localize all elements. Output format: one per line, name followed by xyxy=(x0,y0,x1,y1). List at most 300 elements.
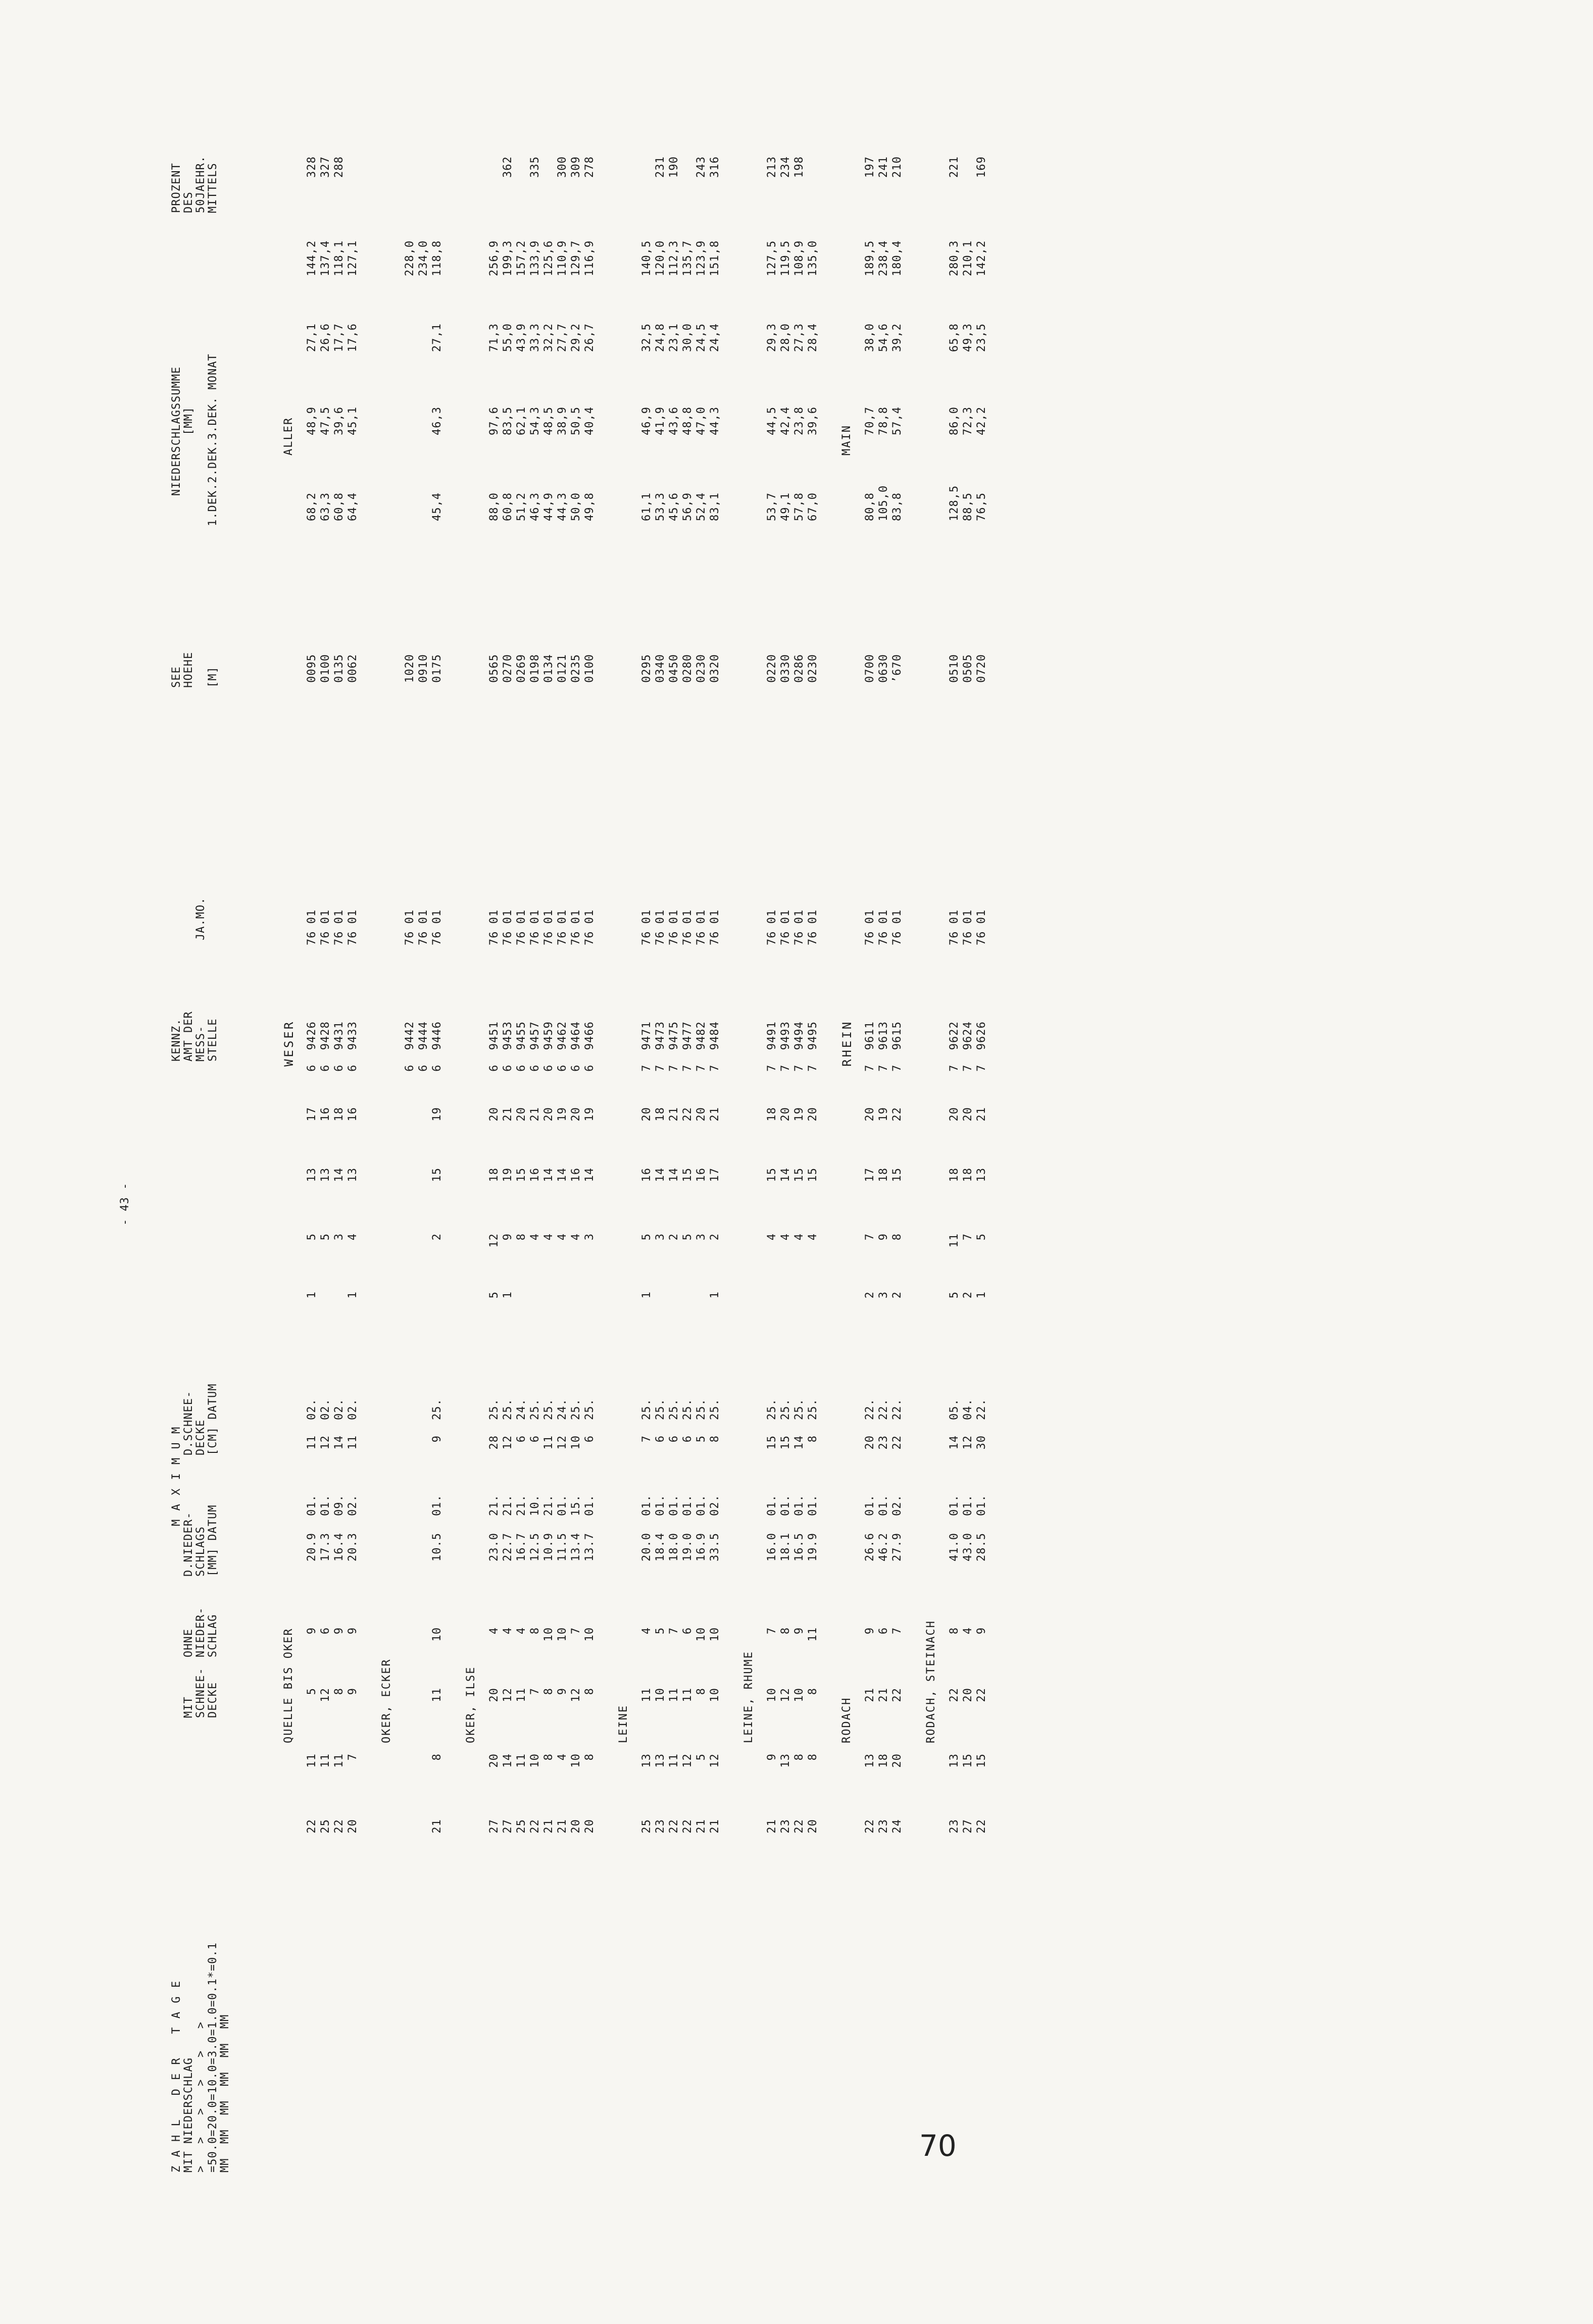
cell-d2: 78,8 xyxy=(877,407,890,435)
cell-hoehe: 0121 xyxy=(556,654,569,683)
cell-proz: 300 xyxy=(556,156,569,178)
cell-jamo: 76 01 xyxy=(570,909,582,945)
cell-schnee: 22 xyxy=(975,1688,988,1702)
cell-maxsd: 25. xyxy=(709,1398,721,1420)
header-decke: DECKE xyxy=(207,1682,219,1718)
cell-maxs: 6 xyxy=(668,1435,680,1443)
cell-d3: 27,1 xyxy=(431,323,443,352)
cell-n10: 4 xyxy=(570,1233,582,1241)
cell-maxs: 15 xyxy=(779,1435,792,1450)
subriver-label: LEINE, RHUME xyxy=(742,1651,755,1743)
cell-d3: 26,6 xyxy=(319,323,332,352)
cell-maxsd: 24. xyxy=(556,1398,569,1420)
cell-id: 6 9462 xyxy=(556,1021,569,1072)
cell-proz: 278 xyxy=(583,156,596,178)
cell-schnee: 20 xyxy=(962,1688,974,1702)
cell-schnee: 5 xyxy=(306,1688,318,1695)
cell-schnee: 10 xyxy=(793,1688,806,1702)
cell-maxn: 27.9 xyxy=(891,1533,904,1561)
cell-d2: 48,8 xyxy=(681,407,694,435)
header-prozent: PROZENT xyxy=(170,163,183,213)
cell-n1: 18 xyxy=(654,1107,667,1122)
cell-n0: 8 xyxy=(807,1753,819,1761)
cell-n10: 7 xyxy=(864,1233,876,1241)
cell-proz: 316 xyxy=(709,156,721,178)
cell-d1: 50,0 xyxy=(570,492,582,521)
cell-n3: 16 xyxy=(529,1168,541,1182)
cell-schnee: 8 xyxy=(807,1688,819,1695)
cell-n1: 17 xyxy=(306,1107,318,1122)
cell-hoehe: 0269 xyxy=(515,654,528,683)
header-max-cm-datum: [CM] DATUM xyxy=(207,1383,219,1455)
cell-maxs: 10 xyxy=(570,1435,582,1450)
cell-ohne: 9 xyxy=(346,1627,359,1635)
cell-n1: 22 xyxy=(681,1107,694,1122)
cell-id: 7 9493 xyxy=(779,1021,792,1072)
cell-maxs: 20 xyxy=(864,1435,876,1450)
cell-maxn: 20.3 xyxy=(346,1533,359,1561)
cell-ohne: 10 xyxy=(556,1627,569,1642)
subriver-label: OKER, ECKER xyxy=(380,1658,393,1743)
cell-maxn: 16.4 xyxy=(333,1533,345,1561)
cell-schnee: 12 xyxy=(502,1688,514,1702)
cell-monat: 199,3 xyxy=(502,240,514,276)
cell-maxn: 43.0 xyxy=(962,1533,974,1561)
cell-n0: 20 xyxy=(488,1753,501,1768)
cell-id: 6 9431 xyxy=(333,1021,345,1072)
cell-maxn: 17.3 xyxy=(319,1533,332,1561)
cell-d2: 39,6 xyxy=(807,407,819,435)
cell-d2: 97,6 xyxy=(488,407,501,435)
cell-d2: 46,9 xyxy=(640,407,653,435)
cell-hoehe: 0135 xyxy=(333,654,345,683)
cell-id: 7 9622 xyxy=(948,1021,961,1072)
cell-d1: 67,0 xyxy=(807,492,819,521)
cell-d3: 39,2 xyxy=(891,323,904,352)
cell-n1: 19 xyxy=(583,1107,596,1122)
header-mess: MESS- xyxy=(194,1025,207,1062)
cell-id: 6 9464 xyxy=(570,1021,582,1072)
cell-ohne: 9 xyxy=(306,1627,318,1635)
cell-d3: 54,6 xyxy=(877,323,890,352)
header-mit-niederschlag: MIT NIEDERSCHLAG xyxy=(182,2057,195,2173)
cell-id: 7 9495 xyxy=(807,1021,819,1072)
cell-n10: 4 xyxy=(793,1233,806,1241)
cell-n3: 14 xyxy=(779,1168,792,1182)
cell-maxsd: 04. xyxy=(962,1398,974,1420)
cell-n20: 1 xyxy=(709,1291,721,1299)
cell-d3: 17,6 xyxy=(346,323,359,352)
cell-n20: 2 xyxy=(864,1291,876,1299)
cell-maxnd: 01. xyxy=(962,1494,974,1516)
cell-hoehe: 0134 xyxy=(542,654,555,683)
cell-n10: 3 xyxy=(695,1233,708,1241)
cell-n01: 25 xyxy=(640,1819,653,1834)
cell-n3: 15 xyxy=(681,1168,694,1182)
cell-n10: 3 xyxy=(583,1233,596,1241)
cell-d3: 30,0 xyxy=(681,323,694,352)
cell-d1: 61,1 xyxy=(640,492,653,521)
cell-proz: 231 xyxy=(654,156,667,178)
cell-maxn: 16.0 xyxy=(766,1533,778,1561)
cell-n3: 15 xyxy=(807,1168,819,1182)
cell-ohne: 7 xyxy=(570,1627,582,1635)
cell-maxsd: 25. xyxy=(779,1398,792,1420)
cell-n01: 20 xyxy=(583,1819,596,1834)
cell-jamo: 76 01 xyxy=(975,909,988,945)
cell-jamo: 76 01 xyxy=(681,909,694,945)
cell-maxsd: 25. xyxy=(583,1398,596,1420)
cell-n01: 24 xyxy=(891,1819,904,1834)
cell-hoehe: 0062 xyxy=(346,654,359,683)
cell-monat: 142,2 xyxy=(975,240,988,276)
cell-jamo: 76 01 xyxy=(431,909,443,945)
cell-ohne: 4 xyxy=(488,1627,501,1635)
cell-proz: 327 xyxy=(319,156,332,178)
cell-monat: 108,9 xyxy=(793,240,806,276)
cell-maxn: 13.4 xyxy=(570,1533,582,1561)
cell-n1: 20 xyxy=(948,1107,961,1122)
cell-n1: 16 xyxy=(346,1107,359,1122)
cell-monat: 137,4 xyxy=(319,240,332,276)
cell-maxs: 9 xyxy=(431,1435,443,1443)
cell-schnee: 21 xyxy=(864,1688,876,1702)
cell-monat: 189,5 xyxy=(864,240,876,276)
cell-maxs: 8 xyxy=(807,1435,819,1443)
cell-n01: 22 xyxy=(668,1819,680,1834)
cell-n10: 4 xyxy=(556,1233,569,1241)
cell-schnee: 8 xyxy=(583,1688,596,1695)
cell-schnee: 22 xyxy=(948,1688,961,1702)
header-hoehe: HOEHE xyxy=(182,651,195,688)
cell-maxs: 8 xyxy=(709,1435,721,1443)
subriver-label: LEINE xyxy=(617,1704,630,1743)
cell-d1: 45,4 xyxy=(431,492,443,521)
cell-proz: 221 xyxy=(948,156,961,178)
cell-n0: 12 xyxy=(709,1753,721,1768)
cell-maxnd: 02. xyxy=(709,1494,721,1516)
cell-jamo: 76 01 xyxy=(891,909,904,945)
cell-proz: 213 xyxy=(766,156,778,178)
cell-d2: 62,1 xyxy=(515,407,528,435)
cell-d3: 27,1 xyxy=(306,323,318,352)
cell-n3: 18 xyxy=(488,1168,501,1182)
cell-n0: 12 xyxy=(681,1753,694,1768)
cell-n1: 20 xyxy=(515,1107,528,1122)
cell-jamo: 76 01 xyxy=(695,909,708,945)
cell-maxn: 10.5 xyxy=(431,1533,443,1561)
cell-d3: 24,8 xyxy=(654,323,667,352)
cell-hoehe: 0510 xyxy=(948,654,961,683)
cell-ohne: 5 xyxy=(654,1627,667,1635)
cell-id: 7 9473 xyxy=(654,1021,667,1072)
cell-maxnd: 01. xyxy=(877,1494,890,1516)
cell-n20: 5 xyxy=(948,1291,961,1299)
cell-ohne: 9 xyxy=(333,1627,345,1635)
cell-n1: 20 xyxy=(962,1107,974,1122)
cell-n0: 8 xyxy=(793,1753,806,1761)
cell-d2: 40,4 xyxy=(583,407,596,435)
cell-d1: 128,5 xyxy=(948,485,961,521)
cell-jamo: 76 01 xyxy=(488,909,501,945)
cell-hoehe: 0198 xyxy=(529,654,541,683)
cell-n1: 20 xyxy=(807,1107,819,1122)
cell-id: 7 9491 xyxy=(766,1021,778,1072)
cell-n3: 14 xyxy=(556,1168,569,1182)
cell-maxn: 18.0 xyxy=(668,1533,680,1561)
cell-maxs: 15 xyxy=(766,1435,778,1450)
cell-monat: 119,5 xyxy=(779,240,792,276)
cell-n10: 5 xyxy=(975,1233,988,1241)
cell-n0: 11 xyxy=(306,1753,318,1768)
cell-maxn: 28.5 xyxy=(975,1533,988,1561)
cell-maxs: 5 xyxy=(695,1435,708,1443)
cell-maxn: 22.7 xyxy=(502,1533,514,1561)
cell-d1: 63,3 xyxy=(319,492,332,521)
page-number: 70 xyxy=(919,2129,957,2163)
cell-maxsd: 25. xyxy=(766,1398,778,1420)
cell-ohne: 8 xyxy=(948,1627,961,1635)
cell-n3: 14 xyxy=(542,1168,555,1182)
header-schlag: SCHLAG xyxy=(207,1614,219,1657)
cell-schnee: 8 xyxy=(333,1688,345,1695)
cell-schnee: 21 xyxy=(877,1688,890,1702)
cell-d2: 41,9 xyxy=(654,407,667,435)
cell-proz: 288 xyxy=(333,156,345,178)
cell-hoehe: 1020 xyxy=(404,654,416,683)
cell-maxs: 22 xyxy=(891,1435,904,1450)
cell-monat: 280,3 xyxy=(948,240,961,276)
cell-n0: 20 xyxy=(891,1753,904,1768)
cell-hoehe: 0230 xyxy=(807,654,819,683)
cell-maxs: 12 xyxy=(319,1435,332,1450)
cell-ohne: 10 xyxy=(542,1627,555,1642)
cell-monat: 127,5 xyxy=(766,240,778,276)
river-label: MAIN xyxy=(840,425,853,456)
cell-d3: 28,4 xyxy=(807,323,819,352)
cell-maxs: 11 xyxy=(542,1435,555,1450)
cell-n20: 3 xyxy=(877,1291,890,1299)
cell-proz: 198 xyxy=(793,156,806,178)
cell-maxnd: 21. xyxy=(488,1494,501,1516)
cell-d2: 72,3 xyxy=(962,407,974,435)
cell-n01: 23 xyxy=(779,1819,792,1834)
cell-ohne: 6 xyxy=(681,1627,694,1635)
cell-n01: 21 xyxy=(695,1819,708,1834)
cell-hoehe: 0330 xyxy=(779,654,792,683)
cell-n01: 22 xyxy=(864,1819,876,1834)
cell-schnee: 10 xyxy=(654,1688,667,1702)
cell-n01: 22 xyxy=(681,1819,694,1834)
cell-jamo: 76 01 xyxy=(556,909,569,945)
cell-maxnd: 01. xyxy=(583,1494,596,1516)
cell-maxs: 14 xyxy=(948,1435,961,1450)
cell-maxnd: 09. xyxy=(333,1494,345,1516)
header-maximum: M A X I M U M xyxy=(170,1426,183,1526)
cell-ohne: 10 xyxy=(583,1627,596,1642)
cell-maxn: 41.0 xyxy=(948,1533,961,1561)
cell-maxnd: 21. xyxy=(502,1494,514,1516)
cell-maxsd: 25. xyxy=(681,1398,694,1420)
cell-n01: 27 xyxy=(962,1819,974,1834)
cell-d1: 60,8 xyxy=(502,492,514,521)
cell-n3: 16 xyxy=(640,1168,653,1182)
cell-n0: 8 xyxy=(542,1753,555,1761)
region-label: RHEIN xyxy=(840,1020,854,1067)
header-dekaden: 1.DEK.2.DEK.3.DEK. MONAT xyxy=(207,353,219,526)
header-max-decke: DECKE xyxy=(194,1419,207,1455)
cell-ohne: 6 xyxy=(319,1627,332,1635)
cell-d3: 23,5 xyxy=(975,323,988,352)
cell-ohne: 7 xyxy=(668,1627,680,1635)
cell-n10: 2 xyxy=(709,1233,721,1241)
cell-n0: 13 xyxy=(640,1753,653,1768)
cell-hoehe: 0100 xyxy=(583,654,596,683)
cell-d3: 32,2 xyxy=(542,323,555,352)
header-max-schlags: SCHLAGS xyxy=(194,1526,207,1577)
cell-hoehe: 0450 xyxy=(668,654,680,683)
cell-d2: 48,9 xyxy=(306,407,318,435)
cell-d3: 29,2 xyxy=(570,323,582,352)
cell-n3: 15 xyxy=(891,1168,904,1182)
cell-n1: 21 xyxy=(975,1107,988,1122)
cell-hoehe: 0630 xyxy=(877,654,890,683)
cell-n01: 20 xyxy=(570,1819,582,1834)
cell-maxs: 6 xyxy=(583,1435,596,1443)
cell-n10: 3 xyxy=(654,1233,667,1241)
cell-monat: 112,3 xyxy=(668,240,680,276)
cell-n1: 18 xyxy=(766,1107,778,1122)
cell-maxsd: 25. xyxy=(668,1398,680,1420)
cell-n10: 8 xyxy=(891,1233,904,1241)
cell-n10: 11 xyxy=(948,1233,961,1248)
cell-jamo: 76 01 xyxy=(306,909,318,945)
cell-d2: 45,1 xyxy=(346,407,359,435)
cell-n1: 18 xyxy=(333,1107,345,1122)
cell-maxsd: 25. xyxy=(793,1398,806,1420)
cell-n1: 20 xyxy=(542,1107,555,1122)
cell-schnee: 10 xyxy=(766,1688,778,1702)
cell-n0: 10 xyxy=(529,1753,541,1768)
cell-n01: 22 xyxy=(306,1819,318,1834)
cell-jamo: 76 01 xyxy=(779,909,792,945)
cell-n0: 13 xyxy=(654,1753,667,1768)
header-stelle: STELLE xyxy=(207,1018,219,1062)
cell-jamo: 76 01 xyxy=(319,909,332,945)
page-header: - 43 - xyxy=(119,1182,131,1226)
cell-ohne: 10 xyxy=(709,1627,721,1642)
cell-maxs: 12 xyxy=(502,1435,514,1450)
cell-n01: 27 xyxy=(502,1819,514,1834)
cell-jamo: 76 01 xyxy=(515,909,528,945)
cell-n01: 27 xyxy=(488,1819,501,1834)
subriver-label: OKER, ILSE xyxy=(465,1666,477,1743)
cell-maxnd: 01. xyxy=(556,1494,569,1516)
cell-id: 7 9613 xyxy=(877,1021,890,1072)
cell-n10: 4 xyxy=(779,1233,792,1241)
cell-maxs: 11 xyxy=(306,1435,318,1450)
cell-n3: 18 xyxy=(948,1168,961,1182)
cell-maxsd: 25. xyxy=(807,1398,819,1420)
cell-maxnd: 01. xyxy=(319,1494,332,1516)
cell-id: 7 9471 xyxy=(640,1021,653,1072)
cell-proz: 190 xyxy=(668,156,680,178)
cell-maxn: 10.9 xyxy=(542,1533,555,1561)
cell-maxsd: 25. xyxy=(695,1398,708,1420)
cell-jamo: 76 01 xyxy=(583,909,596,945)
cell-monat: 228,0 xyxy=(404,240,416,276)
cell-n20: 5 xyxy=(488,1291,501,1299)
cell-maxsd: 24. xyxy=(515,1398,528,1420)
cell-maxnd: 01. xyxy=(864,1494,876,1516)
cell-n10: 5 xyxy=(640,1233,653,1241)
cell-ohne: 9 xyxy=(975,1627,988,1635)
cell-ohne: 4 xyxy=(962,1627,974,1635)
cell-n01: 23 xyxy=(654,1819,667,1834)
cell-n10: 5 xyxy=(681,1233,694,1241)
cell-n01: 25 xyxy=(319,1819,332,1834)
cell-monat: 210,1 xyxy=(962,240,974,276)
cell-n3: 15 xyxy=(515,1168,528,1182)
cell-maxsd: 25. xyxy=(431,1398,443,1420)
cell-n1: 19 xyxy=(431,1107,443,1122)
cell-n01: 20 xyxy=(807,1819,819,1834)
cell-hoehe: 0270 xyxy=(502,654,514,683)
cell-maxn: 16.5 xyxy=(793,1533,806,1561)
cell-d3: 33,3 xyxy=(529,323,541,352)
cell-monat: 123,9 xyxy=(695,240,708,276)
cell-d3: 49,3 xyxy=(962,323,974,352)
cell-n3: 17 xyxy=(864,1168,876,1182)
cell-schnee: 22 xyxy=(891,1688,904,1702)
cell-schnee: 11 xyxy=(431,1688,443,1702)
cell-n0: 11 xyxy=(515,1753,528,1768)
cell-maxs: 14 xyxy=(793,1435,806,1450)
cell-monat: 135,7 xyxy=(681,240,694,276)
cell-maxnd: 01. xyxy=(975,1494,988,1516)
cell-d3: 27,3 xyxy=(793,323,806,352)
cell-monat: 157,2 xyxy=(515,240,528,276)
cell-n3: 16 xyxy=(695,1168,708,1182)
cell-n10: 9 xyxy=(502,1233,514,1241)
cell-maxn: 11.5 xyxy=(556,1533,569,1561)
cell-id: 7 9484 xyxy=(709,1021,721,1072)
cell-maxn: 19.9 xyxy=(807,1533,819,1561)
cell-schnee: 20 xyxy=(488,1688,501,1702)
header-gt-row: > > > > > > xyxy=(194,2021,207,2173)
cell-monat: 234,0 xyxy=(417,240,430,276)
cell-n1: 20 xyxy=(640,1107,653,1122)
cell-n1: 16 xyxy=(319,1107,332,1122)
cell-d1: 88,5 xyxy=(962,492,974,521)
cell-n3: 15 xyxy=(793,1168,806,1182)
cell-maxs: 23 xyxy=(877,1435,890,1450)
cell-id: 6 9442 xyxy=(404,1021,416,1072)
cell-maxnd: 21. xyxy=(542,1494,555,1516)
cell-n01: 21 xyxy=(709,1819,721,1834)
cell-maxsd: 05. xyxy=(948,1398,961,1420)
header-max-schnee: D.SCHNEE- xyxy=(182,1390,195,1455)
cell-d2: 44,3 xyxy=(709,407,721,435)
cell-proz: 241 xyxy=(877,156,890,178)
cell-n0: 15 xyxy=(962,1753,974,1768)
cell-maxs: 30 xyxy=(975,1435,988,1450)
cell-n3: 14 xyxy=(654,1168,667,1182)
cell-monat: 133,9 xyxy=(529,240,541,276)
cell-d2: 86,0 xyxy=(948,407,961,435)
cell-n0: 10 xyxy=(570,1753,582,1768)
cell-n10: 8 xyxy=(515,1233,528,1241)
